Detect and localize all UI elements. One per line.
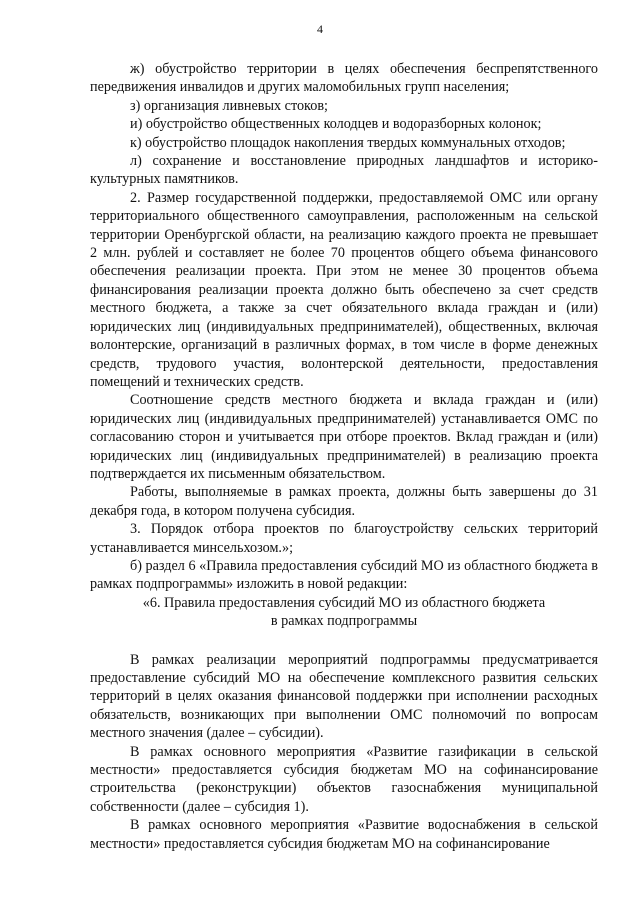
- paragraph-item-i: и) обустройство общественных колодцев и водоразборных колонок;: [130, 116, 542, 133]
- paragraph-works-deadline: Работы, выполняемые в рамках проекта, должны быть завершены до 31 декабря года, в котором получена субсидия.: [90, 484, 598, 519]
- paragraph-point-3: 3. Порядок отбора проектов по благоустройству сельских территорий устанавливается минсельхозом.»;: [90, 521, 598, 556]
- page-number: 4: [317, 22, 323, 36]
- document-body: [90, 60, 598, 853]
- section-heading-line-1: «6. Правила предоставления субсидий МО из областного бюджета: [142, 594, 546, 611]
- paragraph-funding-ratio: Соотношение средств местного бюджета и вклада граждан и (или) юридических лиц (индивидуальных предпринимателей) устанавливается ОМС по согласованию сторон и учитывается при отборе проектов. Вклад граждан и (или) юридических лиц (индивидуальных предпринимателей) в реализацию проекта подтверждается их письменным обязательством.: [90, 392, 598, 482]
- paragraph-item-l: л) сохранение и восстановление природных ландшафтов и историко-культурных памятников.: [90, 153, 598, 188]
- section-paragraph-gasification: В рамках основного мероприятия «Развитие газификации в сельской местности» предоставляется субсидия бюджетам МО на софинансирование строительства (реконструкции) объектов газоснабжения муниципальной собственности (далее – субсидия 1).: [90, 743, 598, 815]
- section-paragraph-subsidies: В рамках реализации мероприятий подпрограммы предусматривается предоставление субсидий МО на обеспечение комплексного развития сельских территорий в целях оказания финансовой поддержки при исполнении расходных обязательств, возникающих при выполнении ОМС полномочий по вопросам местного значения (далее – субсидии).: [90, 651, 598, 742]
- section-paragraph-water-supply: В рамках основного мероприятия «Развитие водоснабжения в сельской местности» предоставляется субсидия бюджетам МО на софинансирование: [90, 817, 598, 852]
- paragraph-point-2: 2. Размер государственной поддержки, предоставляемой ОМС или органу территориального общественного самоуправления, расположенным на сельской территории Оренбургской области, на реализацию каждого проекта не превышает 2 млн. рублей и составляет не более 70 процентов общего объема финансового обеспечения реализации проекта. При этом не менее 30 процентов объема финансирования реализации проекта должно быть обеспечено за счет средств местного бюджета, а также за счет обязательного вклада граждан и (или) юридических лиц (индивидуальных предпринимателей), общественных, включая волонтерские, организаций в различных формах, в том числе в форме денежных средств, трудового участия, волонтерской деятельности, предоставления помещений и технических средств.: [90, 189, 598, 390]
- paragraph-item-k: к) обустройство площадок накопления твердых коммунальных отходов;: [130, 134, 566, 151]
- paragraph-item-z: з) организация ливневых стоков;: [130, 97, 328, 114]
- paragraph-item-b: б) раздел 6 «Правила предоставления субсидий МО из областного бюджета в рамках подпрограммы» изложить в новой редакции:: [90, 557, 598, 593]
- paragraph-item-zh: ж) обустройство территории в целях обеспечения беспрепятственного передвижения инвалидов и других маломобильных групп населения;: [90, 61, 598, 96]
- section-heading-line-2: в рамках подпрограммы: [270, 613, 418, 630]
